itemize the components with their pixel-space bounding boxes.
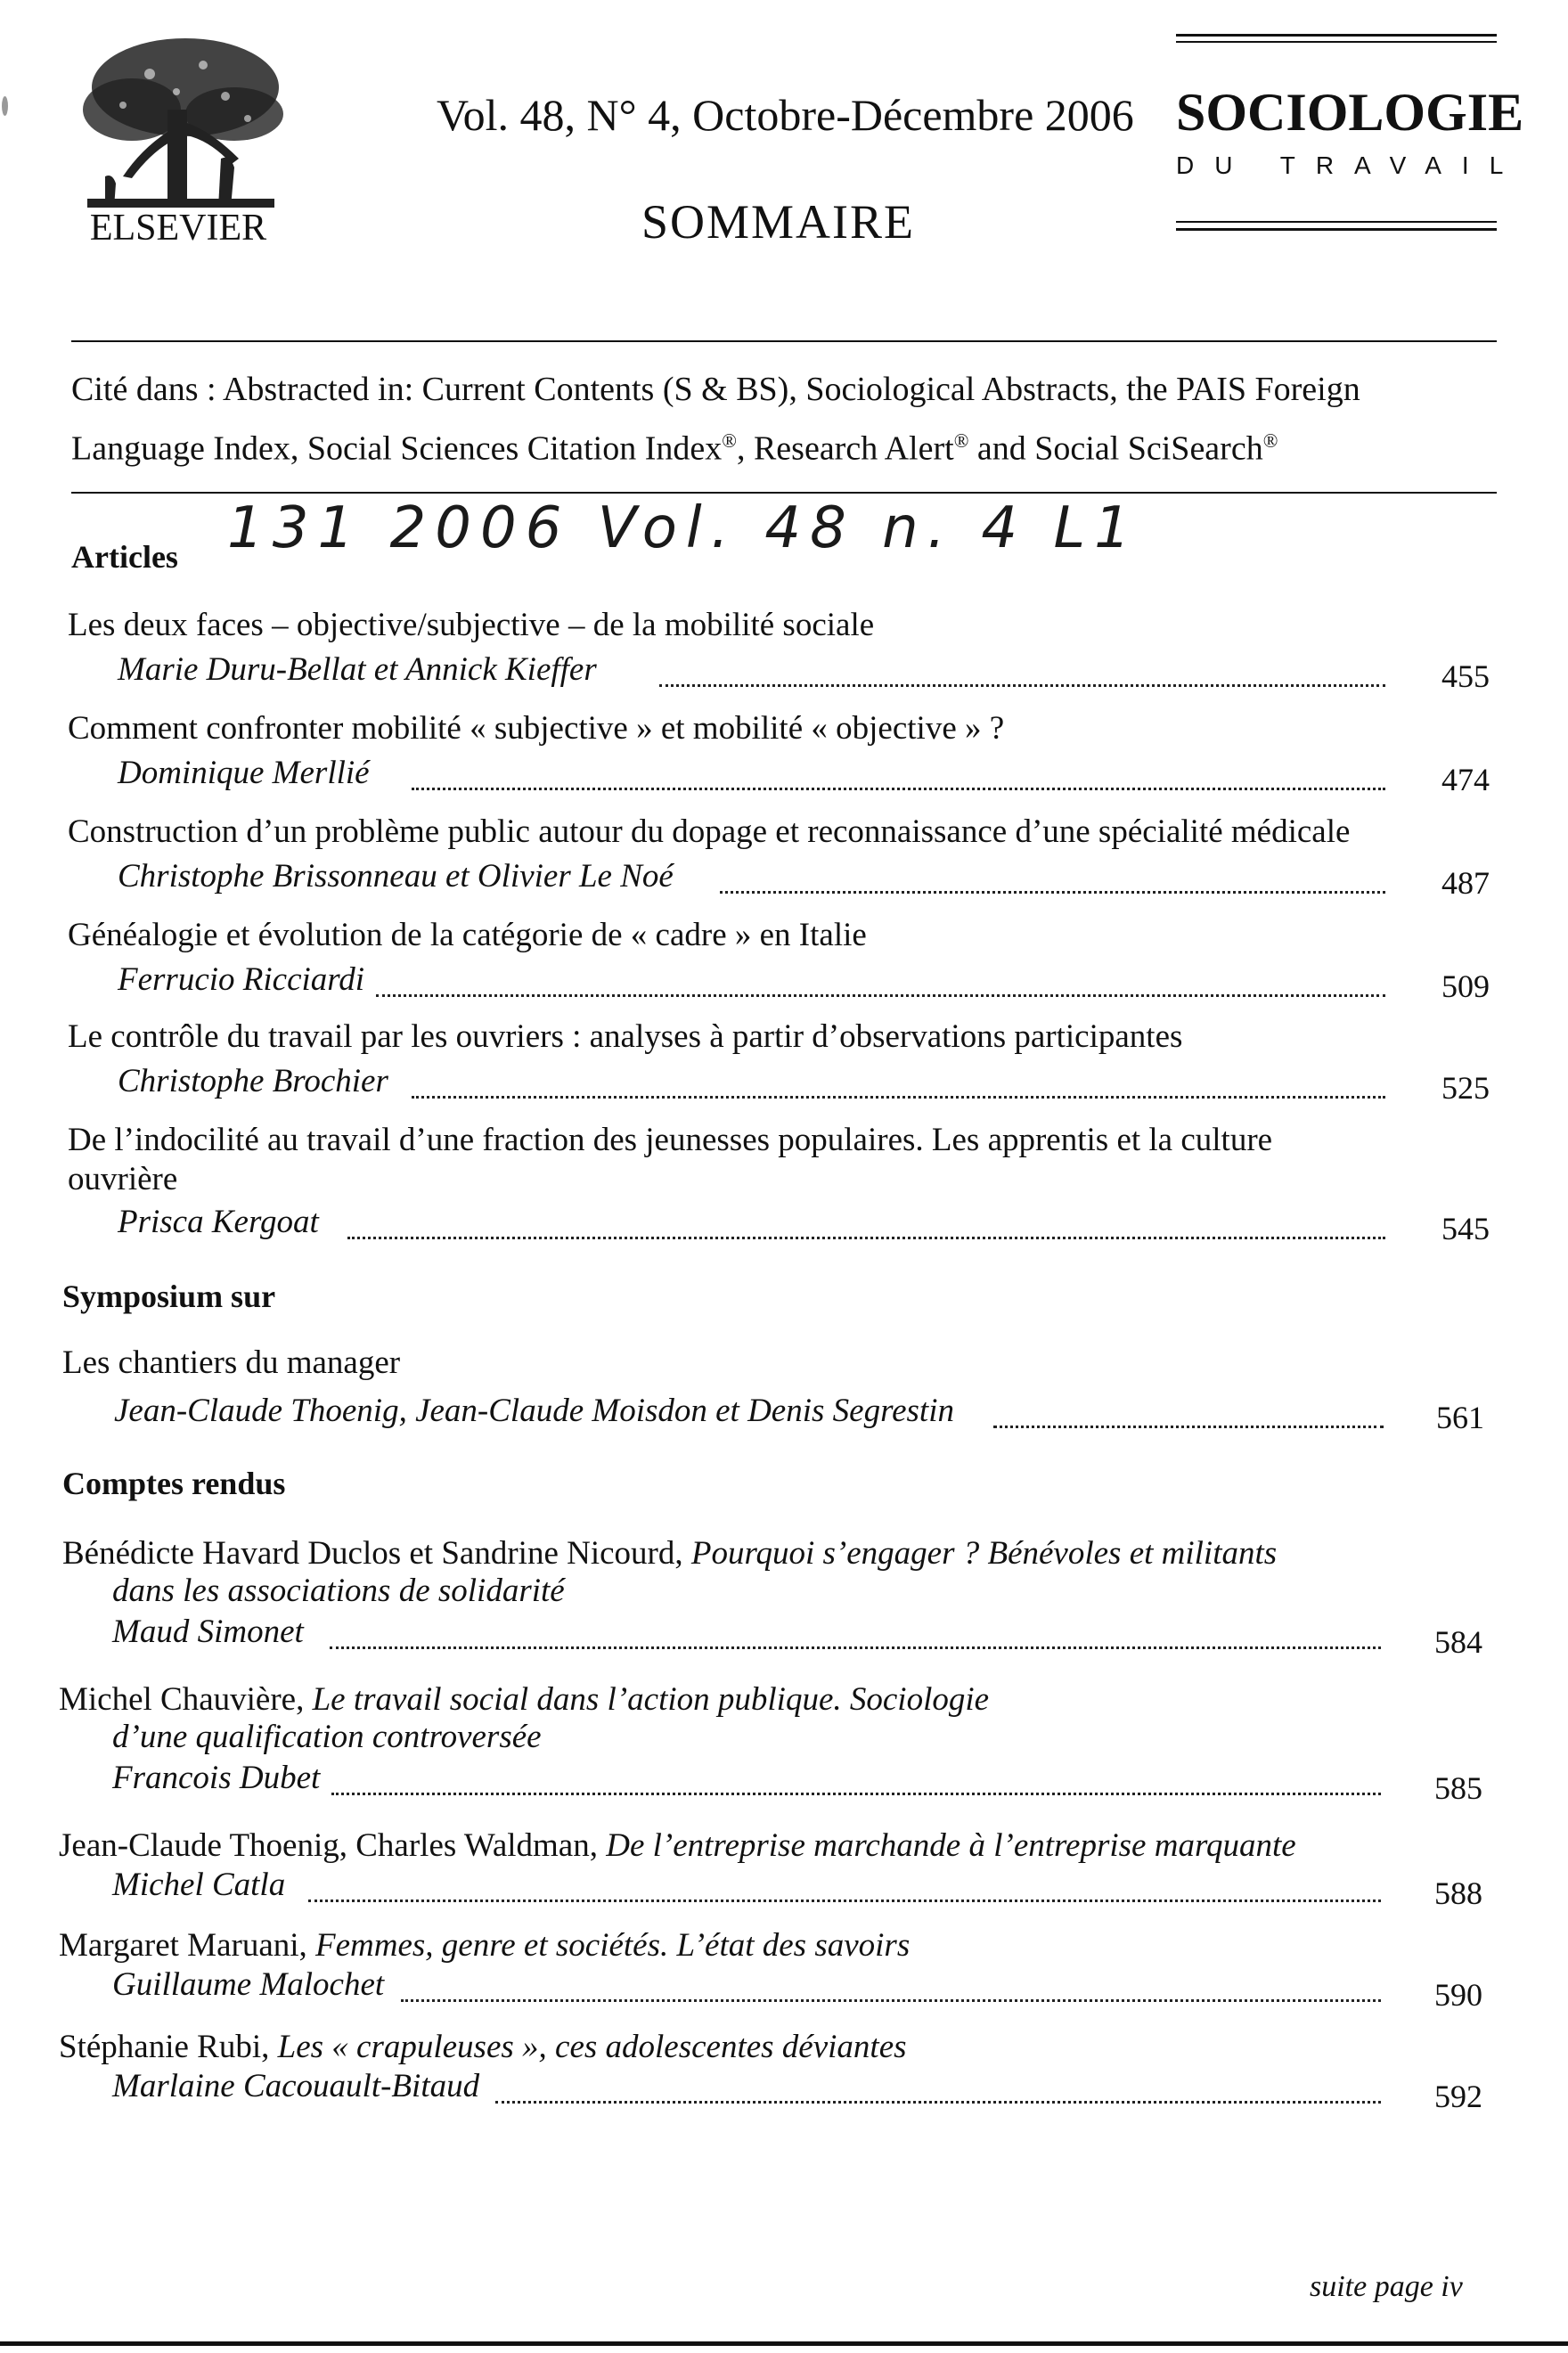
symposium-title: Les chantiers du manager [62, 1344, 401, 1381]
title-bottom-rule [1176, 228, 1497, 231]
page-number: 588 [1434, 1875, 1482, 1911]
header-divider [71, 340, 1497, 342]
journal-subtitle: DU TRAVAIL [1176, 151, 1524, 179]
leader-dots [376, 968, 1385, 997]
page-number: 590 [1434, 1977, 1482, 2013]
review-entry: Stéphanie Rubi, Les « crapuleuses », ces adolescentes déviantes [59, 2029, 907, 2065]
reviewer-name: Francois Dubet [112, 1760, 321, 1796]
reviewer-name: Maud Simonet [112, 1614, 304, 1650]
leader-dots [308, 1873, 1381, 1902]
reviewer-name: Marlaine Cacouault-Bitaud [112, 2068, 480, 2104]
article-author: Ferrucio Ricciardi [118, 961, 365, 998]
page-number: 525 [1441, 1070, 1490, 1106]
title-top-rule-thin [1176, 41, 1497, 43]
page-number: 592 [1434, 2079, 1482, 2114]
section-symposium: Symposium sur [62, 1279, 276, 1314]
continued-note: suite page iv [1310, 2270, 1463, 2303]
article-author: Dominique Merllié [118, 755, 370, 791]
journal-title: SOCIOLOGIE [1176, 83, 1524, 142]
notice-divider [71, 492, 1497, 494]
title-bottom-rule-thin [1176, 221, 1497, 223]
title-top-rule [1176, 34, 1497, 37]
page-bottom-edge [0, 2341, 1568, 2346]
leader-dots [495, 2074, 1381, 2104]
leader-dots [720, 864, 1385, 894]
symposium-authors: Jean-Claude Thoenig, Jean-Claude Moisdon et Denis Segrestin [114, 1393, 954, 1429]
leader-dots [347, 1210, 1385, 1239]
page-number: 545 [1441, 1211, 1490, 1246]
page-number: 474 [1441, 762, 1490, 797]
leader-dots [331, 1766, 1381, 1795]
leader-dots [659, 658, 1385, 687]
review-book-continued: dans les associations de solidarité [112, 1573, 565, 1609]
article-title: De l’indocilité au travail d’une fraction des jeunesses populaires. Les apprentis et la culture [68, 1122, 1273, 1158]
review-entry: Margaret Maruani, Femmes, genre et sociétés. L’état des savoirs [59, 1927, 911, 1964]
abstracted-in-notice [71, 364, 1497, 475]
page-number: 487 [1441, 865, 1490, 901]
article-author: Christophe Brochier [118, 1063, 388, 1099]
review-entry: Bénédicte Havard Duclos et Sandrine Nicourd, Pourquoi s’engager ? Bénévoles et militants [62, 1535, 1278, 1572]
page-number: 585 [1434, 1770, 1482, 1806]
review-entry: Jean-Claude Thoenig, Charles Waldman, De l’entreprise marchande à l’entreprise marquante [59, 1827, 1296, 1864]
cited-line-1: Cité dans : Abstracted in: Current Contents (S & BS), Sociological Abstracts, the PAIS Foreign [71, 371, 1360, 408]
article-title-continued: ouvrière [68, 1161, 178, 1197]
leader-dots [401, 1973, 1381, 2002]
article-title: Comment confronter mobilité « subjective » et mobilité « objective » ? [68, 710, 1005, 747]
page-number: 584 [1434, 1624, 1482, 1660]
volume-issue-line: Vol. 48, N° 4, Octobre-Décembre 2006 [437, 90, 1134, 140]
review-book-continued: d’une qualification controversée [112, 1719, 542, 1755]
review-entry: Michel Chauvière, Le travail social dans l’action publique. Sociologie [59, 1681, 990, 1718]
article-title: Généalogie et évolution de la catégorie de « cadre » en Italie [68, 917, 867, 953]
article-title: Construction d’un problème public autour du dopage et reconnaissance d’une spécialité médicale [68, 813, 1351, 850]
handwritten-shelf-note: 131 2006 Vol. 48 n. 4 L1 [227, 495, 1139, 561]
leader-dots [412, 761, 1385, 790]
article-author: Marie Duru-Bellat et Annick Kieffer [118, 651, 597, 688]
reviewer-name: Guillaume Malochet [112, 1966, 385, 2003]
leader-dots [412, 1069, 1385, 1099]
scan-speck [2, 96, 8, 116]
sommaire-heading: SOMMAIRE [641, 195, 916, 249]
page-number: 561 [1436, 1400, 1484, 1435]
article-title: Les deux faces – objective/subjective – de la mobilité sociale [68, 607, 875, 643]
cited-line-2: Language Index, Social Sciences Citation Index®, Research Alert® and Social SciSearch® [71, 429, 1278, 468]
article-title: Le contrôle du travail par les ouvriers : analyses à partir d’observations participantes [68, 1018, 1183, 1055]
reviewer-name: Michel Catla [112, 1867, 286, 1903]
article-author: Christophe Brissonneau et Olivier Le Noé [118, 858, 674, 895]
section-comptes-rendus: Comptes rendus [62, 1466, 286, 1501]
publisher-name: ELSEVIER [89, 208, 267, 249]
section-articles: Articles [71, 539, 178, 575]
page-number: 509 [1441, 968, 1490, 1004]
article-author: Prisca Kergoat [118, 1204, 319, 1240]
page-number: 455 [1441, 658, 1490, 694]
leader-dots [993, 1399, 1384, 1428]
leader-dots [330, 1620, 1381, 1649]
